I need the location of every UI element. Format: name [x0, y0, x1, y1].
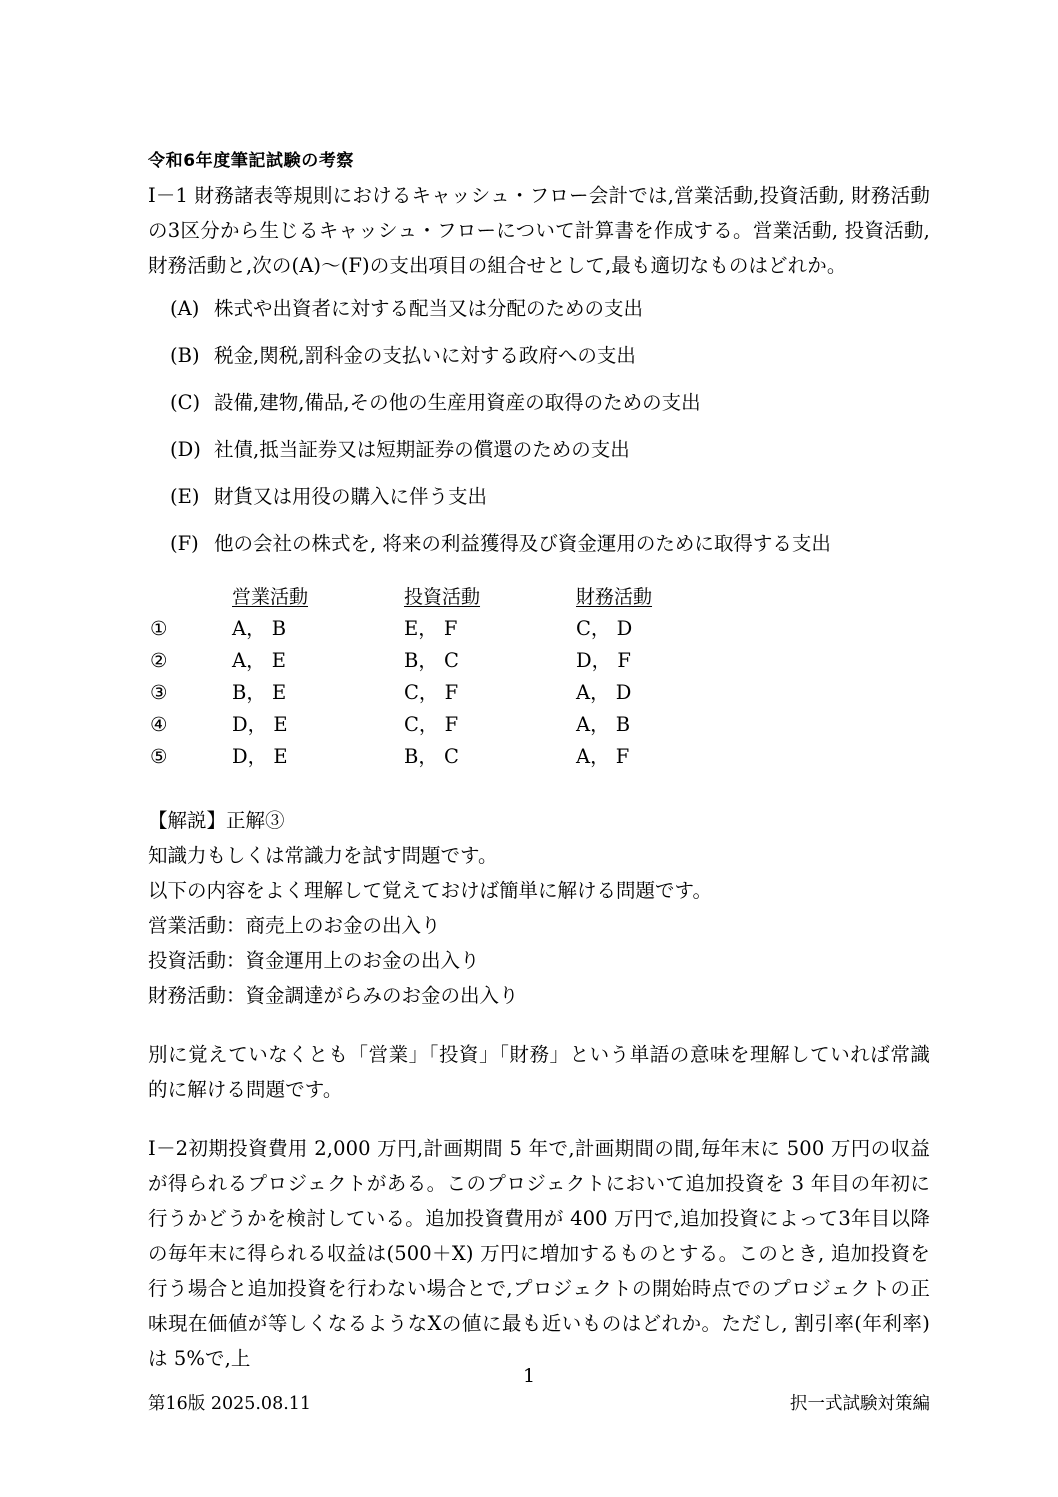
- list-item: [148, 528, 930, 559]
- spacer: [148, 1107, 930, 1131]
- choice-text: 税金,関税,罰科金の支払いに対する政府への支出: [214, 344, 636, 367]
- option-operating: D， E: [232, 745, 288, 768]
- footer: [148, 1391, 930, 1417]
- option-financing: A， B: [576, 713, 631, 736]
- explanation-line: 知識力もしくは常識力を試す問題です。: [148, 844, 498, 867]
- choice-text: 設備,建物,備品,その他の生産用資産の取得のための支出: [214, 391, 701, 414]
- option-investing: E， F: [404, 617, 458, 640]
- option-number: ①: [150, 617, 168, 640]
- list-item: [148, 340, 930, 371]
- document-content: [148, 148, 930, 1376]
- choice-label: (A): [170, 297, 200, 320]
- column-header-operating: [196, 581, 368, 613]
- explanation-heading: 【解説】正解③: [148, 809, 285, 832]
- choice-label: (B): [170, 344, 200, 367]
- option-operating: D， E: [232, 713, 288, 736]
- question-1-choice-list: [148, 293, 930, 559]
- option-financing: D， F: [576, 649, 631, 672]
- choice-label: (F): [170, 532, 199, 555]
- explanation-line: 営業活動：商売上のお金の出入り: [148, 914, 441, 937]
- choice-text: 他の会社の株式を, 将来の利益獲得及び資金運用のために取得する支出: [214, 532, 831, 555]
- option-investing: B， C: [404, 745, 459, 768]
- column-header-investing: [368, 581, 540, 613]
- column-header-number: [148, 581, 196, 613]
- option-number: ③: [150, 681, 168, 704]
- option-number: ⑤: [150, 745, 168, 768]
- option-financing: C， D: [576, 617, 633, 640]
- page-number: 1: [522, 1365, 536, 1387]
- option-number: ②: [150, 649, 168, 672]
- footer-section-title: 択一式試験対策編: [790, 1394, 930, 1414]
- answer-options-table: [148, 581, 712, 773]
- table-row: [148, 677, 712, 709]
- option-number: ④: [150, 713, 168, 736]
- option-financing: A， D: [576, 681, 632, 704]
- question-2-body: Ⅰ－2初期投資費用 2,000 万円,計画期間 5 年で,計画期間の間,毎年末に 500 万円の収益が得られるプロジェクトがある。このプロジェクトにおいて追加投資を 3 年目の年初に行うかどうかを検討している。追加投資費用が 400 万円で,追加投資によって3年目以降の毎年末に得られる収益は(500＋X) 万円に増加するものとする。このとき, 追加投資を行う場合と追加投資を行わない場合とで,プロジェクトの開始時点でのプロジェクトの正味現在価値が等しくなるようなXの値に最も近いものはどれか。ただし, 割引率(年利率)は 5%で,上: [148, 1137, 930, 1370]
- list-item: [148, 293, 930, 324]
- explanation-line: 投資活動：資金運用上のお金の出入り: [148, 949, 480, 972]
- table-row: [148, 613, 712, 645]
- column-header-investing-label: 投資活動: [404, 586, 481, 608]
- choice-text: 財貨又は用役の購入に伴う支出: [214, 485, 488, 508]
- option-operating: B， E: [232, 681, 287, 704]
- option-investing: B， C: [404, 649, 459, 672]
- choice-label: (C): [170, 391, 201, 414]
- table-header-row: [148, 581, 712, 613]
- spacer: [148, 773, 930, 803]
- footer-edition: 第16版 2025.08.11: [148, 1394, 312, 1414]
- page-title: 令和6年度筆記試験の考察: [148, 151, 355, 171]
- table-row: [148, 709, 712, 741]
- choice-label: (D): [170, 438, 201, 461]
- column-header-operating-label: 営業活動: [232, 586, 309, 608]
- column-header-financing: [540, 581, 712, 613]
- choice-text: 社債,抵当証券又は短期証券の償還のための支出: [214, 438, 630, 461]
- option-investing: C， F: [404, 681, 459, 704]
- table-row: [148, 741, 712, 773]
- option-financing: A， F: [576, 745, 630, 768]
- explanation-line: 以下の内容をよく理解して覚えておけば簡単に解ける問題です。: [148, 879, 712, 902]
- list-item: [148, 481, 930, 512]
- explanation-line: 財務活動：資金調達がらみのお金の出入り: [148, 984, 519, 1007]
- option-investing: C， F: [404, 713, 459, 736]
- question-1-body: Ⅰ－1 財務諸表等規則におけるキャッシュ・フロー会計では,営業活動,投資活動, 財務活動の3区分から生じるキャッシュ・フローについて計算書を作成する。営業活動, 投資活動,財務活動と,次の(A)～(F)の支出項目の組合せとして,最も適切なものはどれか。: [148, 184, 930, 277]
- spacer: [148, 1013, 930, 1037]
- table-row: [148, 645, 712, 677]
- option-operating: A， E: [232, 649, 287, 672]
- choice-text: 株式や出資者に対する配当又は分配のための支出: [214, 297, 644, 320]
- choice-label: (E): [170, 485, 200, 508]
- list-item: [148, 387, 930, 418]
- list-item: [148, 434, 930, 465]
- explanation-note: 別に覚えていなくとも「営業」「投資」「財務」という単語の意味を理解していれば常識的に解ける問題です。: [148, 1043, 930, 1101]
- column-header-financing-label: 財務活動: [576, 586, 653, 608]
- option-operating: A， B: [232, 617, 287, 640]
